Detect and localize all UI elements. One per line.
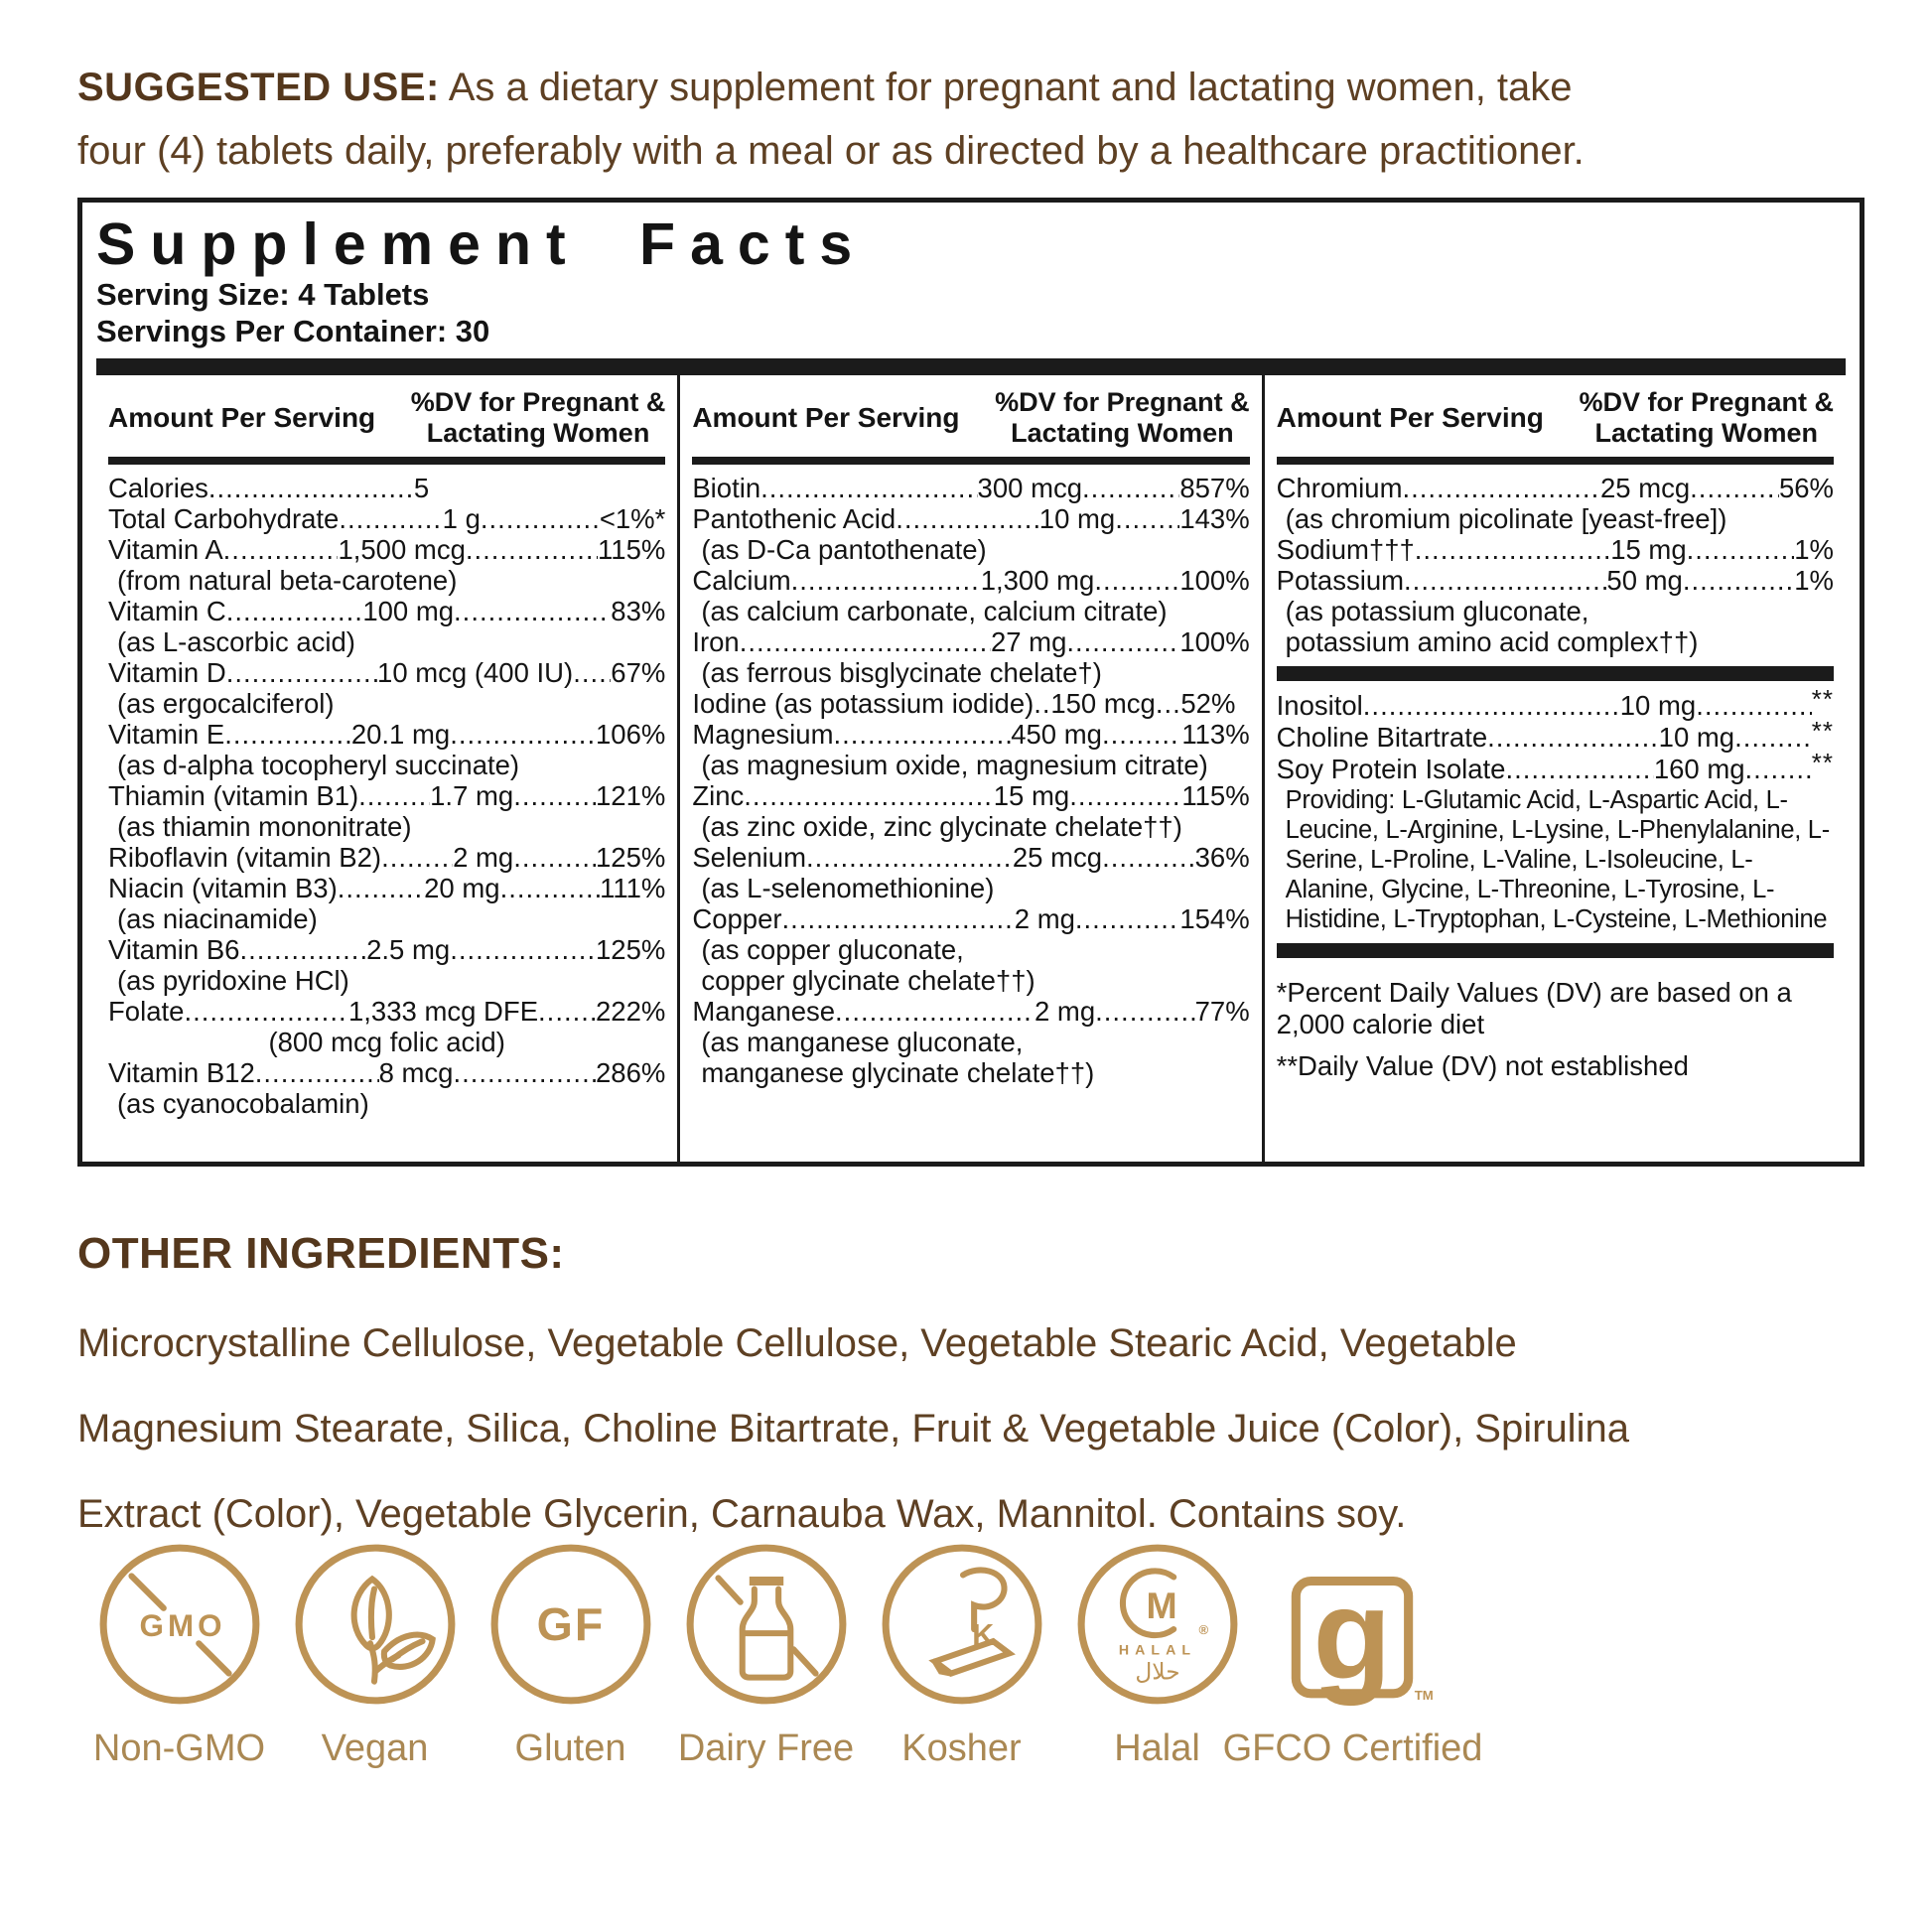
nutrient-source: (as D-Ca pantothenate) <box>701 534 987 565</box>
row-potassium <box>1277 565 1834 596</box>
nutrient-name: Niacin (vitamin B3) <box>108 873 338 903</box>
column-header <box>108 375 665 457</box>
dot-leader <box>1095 996 1194 1027</box>
dot-leader <box>513 842 596 873</box>
halal-icon <box>1072 1539 1243 1710</box>
supplement-facts-title: Supplement Facts <box>96 211 868 277</box>
row-niacin <box>108 873 665 903</box>
nutrient-source: (as pyridoxine HCl) <box>117 965 349 996</box>
facts-columns <box>96 375 1846 1162</box>
nutrient-source: (as magnesium oxide, magnesium citrate) <box>701 750 1208 780</box>
nutrient-name: Vitamin C <box>108 596 226 626</box>
badge-gluten-free <box>473 1539 668 1770</box>
row-copper <box>692 903 1249 934</box>
nutrient-source: (as ferrous bisglycinate chelate†) <box>701 657 1102 688</box>
other-ingredients-line3: Extract (Color), Vegetable Glycerin, Carnauba Wax, Mannitol. Contains soy. <box>77 1492 1407 1536</box>
header-divider <box>108 457 665 465</box>
dot-leader <box>1102 719 1181 750</box>
milk-bottle-crossed-icon <box>681 1539 852 1710</box>
dot-leader <box>226 657 377 688</box>
nutrient-amount: 27 mg <box>990 626 1067 657</box>
badge-non-gmo <box>81 1539 277 1770</box>
serving-size: Serving Size: 4 Tablets <box>96 277 430 312</box>
dot-leader <box>450 934 596 965</box>
halal-word: HALAL <box>1118 1642 1196 1659</box>
dot-leader <box>1404 565 1606 596</box>
row-iron <box>692 626 1249 657</box>
dot-leader <box>1683 565 1794 596</box>
row-sodium <box>1277 534 1834 565</box>
vegan-leaves-icon <box>290 1539 461 1710</box>
nutrient-dv: 56% <box>1778 473 1834 503</box>
row-vitamin-e <box>108 719 665 750</box>
nutrient-amount: 1,333 mcg DFE <box>347 996 539 1027</box>
dot-leader <box>538 996 596 1027</box>
nutrient-name: Calcium <box>692 565 791 596</box>
certification-badges <box>81 1539 1483 1770</box>
nutrient-name: Copper <box>692 903 782 934</box>
header-dv-line2: Lactating Women <box>1594 418 1818 448</box>
nutrient-name: Calories <box>108 473 208 503</box>
nutrient-source: (800 mcg folic acid) <box>268 1027 505 1057</box>
nutrient-amount: 100 mg <box>362 596 455 626</box>
nutrient-dv: 125% <box>595 934 666 965</box>
nutrient-name: Choline Bitartrate <box>1276 722 1488 753</box>
dot-leader <box>1075 903 1179 934</box>
suggested-use-text2: four (4) tablets daily, preferably with a meal or as directed by a healthcare practitioner. <box>77 129 1585 173</box>
dot-leader <box>339 503 442 534</box>
nutrient-source: potassium amino acid complex††) <box>1285 626 1699 657</box>
row-inositol <box>1276 684 1834 722</box>
row-riboflavin <box>108 842 665 873</box>
nutrient-name: Zinc <box>692 780 745 811</box>
nutrient-amount: 450 mg <box>1011 719 1102 750</box>
nutrient-dv: 286% <box>595 1057 666 1088</box>
nutrient-amount: 8 mcg <box>378 1057 454 1088</box>
header-dv <box>995 387 1250 449</box>
nutrient-name: Selenium <box>692 842 806 873</box>
nutrient-dv: 113% <box>1181 719 1250 750</box>
nutrient-amount: 25 mcg <box>1012 842 1103 873</box>
nutrient-amount: 25 mcg <box>1599 473 1691 503</box>
nutrient-dv: ** <box>1811 716 1834 746</box>
dot-leader <box>208 473 414 503</box>
nutrient-dv: 1% <box>1794 565 1834 596</box>
nutrient-list-unestablished <box>1276 684 1834 934</box>
nutrient-dv: ** <box>1811 748 1834 777</box>
header-dv-line2: Lactating Women <box>426 418 650 448</box>
nutrient-source: (as manganese gluconate, <box>701 1027 1024 1057</box>
nutrient-amount: 10 mg <box>1619 690 1697 721</box>
badge-label: GFCO Certified <box>1222 1727 1483 1769</box>
badge-dairy-free <box>668 1539 864 1770</box>
divider-bar <box>96 358 1846 375</box>
nutrient-dv: 67% <box>611 657 666 688</box>
nutrient-source: (as L-selenomethionine) <box>701 873 995 903</box>
badge-label: Kosher <box>901 1727 1022 1769</box>
supplement-facts-panel <box>77 198 1864 1167</box>
header-amount: Amount Per Serving <box>692 402 960 433</box>
nutrient-dv: 1% <box>1794 534 1834 565</box>
suggested-use-line2 <box>77 119 1835 183</box>
dot-leader <box>239 934 366 965</box>
dot-leader <box>1690 473 1779 503</box>
nutrient-dv: 83% <box>611 596 666 626</box>
nutrient-name: Riboflavin (vitamin B2) <box>108 842 382 873</box>
nutrient-amount: 5 <box>413 473 430 503</box>
nutrient-amount: 1 g <box>442 503 481 534</box>
other-ingredients-heading: OTHER INGREDIENTS: <box>77 1229 565 1278</box>
header-amount: Amount Per Serving <box>108 402 376 433</box>
nutrient-source: copper glycinate chelate††) <box>701 965 1035 996</box>
nutrient-amount: 2 mg <box>1014 903 1075 934</box>
nutrient-dv: 77% <box>1194 996 1250 1027</box>
nutrient-amount: 50 mg <box>1606 565 1683 596</box>
section-divider <box>1277 666 1834 681</box>
dot-leader <box>381 842 453 873</box>
badge-kosher <box>864 1539 1059 1770</box>
nutrient-source: (as calcium carbonate, calcium citrate) <box>701 596 1168 626</box>
nutrient-amount: 10 mg <box>1658 722 1735 753</box>
dot-leader <box>782 903 1015 934</box>
nutrient-dv: 100% <box>1179 626 1250 657</box>
row-calories <box>108 473 665 503</box>
dot-leader <box>338 873 424 903</box>
row-vitamin-b12 <box>108 1057 665 1088</box>
dot-leader <box>1402 473 1600 503</box>
column-header <box>1277 375 1834 457</box>
nutrient-name: Sodium††† <box>1276 534 1415 565</box>
nutrient-dv: 121% <box>595 780 666 811</box>
dot-leader <box>806 842 1013 873</box>
dot-leader <box>358 780 430 811</box>
nutrient-amount: 15 mg <box>1610 534 1687 565</box>
header-dv-line1: %DV for Pregnant & <box>1579 387 1834 417</box>
gfco-g-icon <box>1268 1539 1439 1710</box>
row-total-carbohydrate <box>108 503 665 534</box>
row-selenium <box>692 842 1249 873</box>
nutrient-dv: 125% <box>595 842 666 873</box>
facts-column-1 <box>96 375 677 1162</box>
dot-leader <box>255 1057 379 1088</box>
gluten-free-icon <box>485 1539 656 1710</box>
badge-label: Dairy Free <box>677 1727 855 1769</box>
servings-per-container: Servings Per Container: 30 <box>96 314 490 348</box>
nutrient-dv: 100% <box>1179 565 1250 596</box>
row-choline-bitartrate <box>1276 716 1834 754</box>
dot-leader <box>1069 780 1181 811</box>
nutrient-amount: 20.1 mg <box>350 719 451 750</box>
suggested-use-text1: As a dietary supplement for pregnant and lactating women, take <box>448 66 1573 109</box>
dot-leader <box>1487 722 1659 753</box>
row-vitamin-c <box>108 596 665 626</box>
dot-leader <box>791 565 981 596</box>
dot-leader <box>223 534 339 565</box>
dot-leader <box>760 473 977 503</box>
dot-leader <box>513 780 596 811</box>
nutrient-amount: 15 mg <box>993 780 1070 811</box>
suggested-use-line1 <box>77 56 1835 119</box>
row-calcium <box>692 565 1249 596</box>
nutrient-amount: 10 mg <box>1038 503 1116 534</box>
dot-leader <box>1115 503 1179 534</box>
header-divider <box>692 457 1249 465</box>
nutrient-name: Iron <box>692 626 740 657</box>
header-dv <box>1579 387 1834 449</box>
nutrient-dv: 115% <box>598 534 666 565</box>
suggested-use-label: SUGGESTED USE: <box>77 66 440 109</box>
dot-leader <box>466 534 598 565</box>
dot-leader <box>744 780 993 811</box>
nutrient-dv: 154% <box>1179 903 1250 934</box>
header-dv-line1: %DV for Pregnant & <box>410 387 666 417</box>
nutrient-dv: 36% <box>1194 842 1250 873</box>
nutrient-name: Thiamin (vitamin B1) <box>108 780 359 811</box>
dot-leader <box>1034 688 1050 719</box>
footnote-not-established: **Daily Value (DV) not established <box>1276 1050 1689 1081</box>
nutrient-amount: 1,500 mcg <box>338 534 466 565</box>
gfco-g-text: g <box>1311 1563 1392 1707</box>
other-ingredients-text <box>77 1301 1864 1557</box>
header-amount: Amount Per Serving <box>1276 402 1544 433</box>
gf-text: GF <box>536 1598 605 1651</box>
nutrient-amount: 2 mg <box>453 842 514 873</box>
nutrient-name: Vitamin B6 <box>108 934 240 965</box>
dot-leader <box>450 719 596 750</box>
nutrient-dv: <1%* <box>599 503 666 534</box>
dot-leader <box>833 719 1011 750</box>
row-biotin <box>692 473 1249 503</box>
nutrient-name: Inositol <box>1276 690 1363 721</box>
nutrient-source: (from natural beta-carotene) <box>117 565 458 596</box>
nutrient-name: Chromium <box>1276 473 1403 503</box>
dot-leader <box>224 719 351 750</box>
nutrient-source: (as L-ascorbic acid) <box>117 626 355 657</box>
nutrient-name: Iodine (as potassium iodide) <box>692 688 1035 719</box>
dot-leader <box>1745 754 1812 784</box>
row-pantothenic-acid <box>692 503 1249 534</box>
dot-leader <box>1696 690 1812 721</box>
halal-arabic-text: حلال <box>1134 1658 1180 1686</box>
row-zinc <box>692 780 1249 811</box>
dot-leader <box>184 996 348 1027</box>
dot-leader <box>1082 473 1179 503</box>
nutrient-source: (as chromium picolinate [yeast-free]) <box>1285 503 1727 534</box>
nutrient-source: (as copper gluconate, <box>701 934 964 965</box>
nutrient-amount: 160 mg <box>1653 754 1745 784</box>
nutrient-name: Folate <box>108 996 185 1027</box>
nutrient-amount: 1.7 mg <box>430 780 514 811</box>
dot-leader <box>1156 688 1181 719</box>
nutrient-list <box>692 465 1249 1088</box>
row-manganese <box>692 996 1249 1027</box>
dot-leader <box>896 503 1039 534</box>
halal-m-text: M <box>1145 1584 1177 1626</box>
badge-label: Gluten <box>514 1727 626 1769</box>
badge-label: Vegan <box>321 1727 429 1769</box>
nutrient-dv: 52% <box>1180 688 1236 719</box>
other-ingredients-line1: Microcrystalline Cellulose, Vegetable Cellulose, Vegetable Stearic Acid, Vegetable <box>77 1321 1517 1365</box>
kosher-k-text: K <box>971 1619 994 1653</box>
header-dv <box>411 387 666 449</box>
row-magnesium <box>692 719 1249 750</box>
dot-leader <box>1102 842 1195 873</box>
section-divider <box>1277 943 1834 958</box>
nutrient-source: manganese glycinate chelate††) <box>701 1057 1095 1088</box>
row-chromium <box>1277 473 1834 503</box>
nutrient-name: Vitamin B12 <box>108 1057 255 1088</box>
nutrient-dv: 222% <box>595 996 666 1027</box>
column-header <box>692 375 1249 457</box>
nutrient-name: Manganese <box>692 996 836 1027</box>
row-vitamin-a <box>108 534 665 565</box>
nutrient-name: Vitamin E <box>108 719 225 750</box>
nutrient-amount: 150 mcg <box>1050 688 1156 719</box>
dot-leader <box>226 596 363 626</box>
trademark-mark: TM <box>1414 1687 1434 1703</box>
facts-column-2 <box>677 375 1264 1162</box>
nutrient-dv: 106% <box>595 719 666 750</box>
nutrient-name: Biotin <box>692 473 761 503</box>
dot-leader <box>740 626 991 657</box>
dot-leader <box>1363 690 1620 721</box>
nutrient-amount: 2.5 mg <box>366 934 451 965</box>
nutrient-dv: 115% <box>1181 780 1250 811</box>
nutrient-source: (as thiamin mononitrate) <box>117 811 412 842</box>
dot-leader <box>481 503 600 534</box>
other-ingredients-line2: Magnesium Stearate, Silica, Choline Bitartrate, Fruit & Vegetable Juice (Color), Spirulina <box>77 1407 1629 1450</box>
facts-column-3 <box>1265 375 1846 1162</box>
nutrient-source: (as d-alpha tocopheryl succinate) <box>117 750 520 780</box>
nutrient-name: Total Carbohydrate <box>108 503 340 534</box>
footnote-daily-values: *Percent Daily Values (DV) are based on a 2,000 calorie diet <box>1276 977 1792 1039</box>
dot-leader <box>1066 626 1179 657</box>
row-soy-protein-isolate <box>1276 748 1834 785</box>
row-iodine <box>692 688 1249 719</box>
nutrient-source: (as cyanocobalamin) <box>117 1088 369 1119</box>
row-thiamin <box>108 780 665 811</box>
nutrient-dv: 857% <box>1179 473 1250 503</box>
nutrient-source: (as niacinamide) <box>117 903 318 934</box>
amino-acids-list: Providing: L-Glutamic Acid, L-Aspartic Acid, L-Leucine, L-Arginine, L-Lysine, L-Phenylalanine, L-Serine, L-Proline, L-Valine, L-Isoleucine, L-Alanine, Glycine, L-Threonine, L-Tyrosine, L-Histidine, L-Tryptophan, L-Cysteine, L-Methionine <box>1285 786 1830 933</box>
badge-label: Non-GMO <box>92 1727 266 1769</box>
nutrient-source: (as potassium gluconate, <box>1285 596 1589 626</box>
nutrient-amount: 1,300 mg <box>980 565 1095 596</box>
dot-leader <box>454 596 611 626</box>
nutrient-name: Potassium <box>1276 565 1405 596</box>
nutrient-name: Magnesium <box>692 719 834 750</box>
suggested-use-section <box>77 56 1835 183</box>
header-dv-line1: %DV for Pregnant & <box>995 387 1250 417</box>
nutrient-dv: ** <box>1811 684 1834 714</box>
header-dv-line2: Lactating Women <box>1011 418 1234 448</box>
dot-leader <box>835 996 1035 1027</box>
row-folate <box>108 996 665 1027</box>
dot-leader <box>1687 534 1795 565</box>
nutrient-name: Vitamin A <box>108 534 223 565</box>
nutrient-name: Soy Protein Isolate <box>1276 754 1506 784</box>
nutrient-amount: 300 mcg <box>977 473 1083 503</box>
badge-vegan <box>277 1539 473 1770</box>
header-divider <box>1277 457 1834 465</box>
dot-leader <box>1094 565 1179 596</box>
nutrient-source: (as zinc oxide, zinc glycinate chelate††) <box>701 811 1182 842</box>
nutrient-name: Vitamin D <box>108 657 226 688</box>
nutrient-list <box>1277 465 1834 657</box>
nutrient-name: Pantothenic Acid <box>692 503 897 534</box>
nutrient-amount: 10 mcg (400 IU) <box>377 657 574 688</box>
nutrient-dv: 143% <box>1179 503 1250 534</box>
row-vitamin-b6 <box>108 934 665 965</box>
other-ingredients-section <box>77 1229 1864 1557</box>
kosher-kof-k-icon <box>877 1539 1047 1710</box>
dot-leader <box>453 1057 596 1088</box>
dot-leader <box>1734 722 1812 753</box>
dot-leader <box>1505 754 1653 784</box>
nutrient-source: (as ergocalciferol) <box>117 688 335 719</box>
nutrient-list <box>108 465 665 1119</box>
badge-label: Halal <box>1114 1727 1200 1769</box>
row-vitamin-d <box>108 657 665 688</box>
dot-leader <box>573 657 611 688</box>
gmo-text: GMO <box>139 1608 226 1644</box>
registered-mark: ® <box>1197 1622 1208 1638</box>
dot-leader <box>1415 534 1610 565</box>
nutrient-dv: 111% <box>600 873 666 903</box>
badge-gfco <box>1222 1539 1483 1770</box>
nutrient-amount: 2 mg <box>1035 996 1096 1027</box>
dot-leader <box>500 873 600 903</box>
non-gmo-icon <box>94 1539 265 1710</box>
nutrient-amount: 20 mg <box>424 873 500 903</box>
